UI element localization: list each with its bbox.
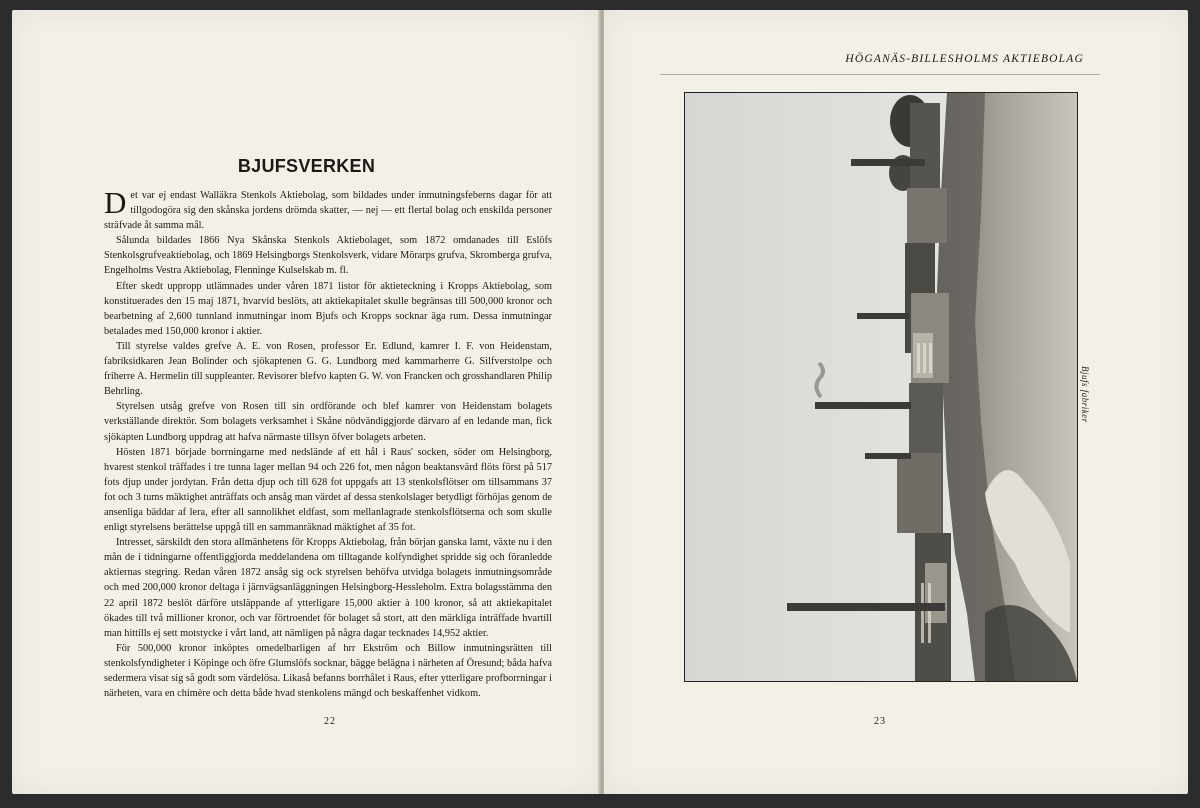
- factory-photograph-illustration: [685, 93, 1077, 681]
- right-page: [604, 10, 1188, 794]
- body-text: [104, 185, 552, 701]
- header-rule: [660, 74, 1100, 75]
- drop-cap: D: [104, 185, 127, 220]
- first-paragraph-text: et var ej endast Walläkra Stenkols Aktiebolag, som bildades under inmutningsfeberns dagar för att tillgodogöra sig den skånska jordens drömda skatter, — nej — ett flertal bolag och enskilda personer sträfvade åt samma mål.: [104, 190, 552, 232]
- paragraph: Styrelsen utsåg grefve von Rosen till sin ordförande och blef kamrer von Heidenstam bolagets verkställande direktör. Som bolagets verksamhet i Skåne nödvändiggjorde därvaro af en ledande man, fick sjökapten Lundborg uppdrag att hafva närmaste tillsyn öfver bolagets arbeten.: [104, 401, 552, 443]
- page-number-right: 23: [874, 716, 886, 727]
- photo-caption: Bjufs fabriker: [1080, 366, 1090, 423]
- paragraph: Efter skedt uppropp utlämnades under våren 1871 listor för aktieteckning i Kropps Aktiebolag, som konstituerades den 15 maj 1871, hvarvid beslöts, att aktiekapitalet skulle begränsas till 500,000 kronor och bearbetning af 2,600 tunnland inmutningar inom Bjufs och Kropps socknar äga rum. Dessa inmutningar betalades med 150,000 kronor i aktier.: [104, 280, 552, 337]
- factory-photograph: [684, 92, 1078, 682]
- paragraph: Intresset, särskildt den stora allmänhetens för Kropps Aktiebolag, från början ganska lamt, växte nu i den mån de i tidningarne offentliggjorda meddelandena om tilltagande kolfyndighet spridde sig och föranledde aktiernas stegring. Redan våren 1872 ansåg sig ock styrelsen behöfva utvidga bolagets inmutningsområde och med 200,000 kronor deltaga i järnvägsanläggningen Helsingborg-Hessleholm. Extra bolagsstämma den 22 april 1872 beslöt därföre utsläppande af ytterligare 15,000 aktier à 100 kronor, så att aktiekapitalet ökades till två millioner kronor, och var förtroendet för bolaget så stort, att den märkliga inträffade hvartill man hittills ej sett motstycke i vårt land, att nämligen på några dagar tecknades 14,952 aktier.: [104, 537, 552, 639]
- paragraph: Till styrelse valdes grefve A. E. von Rosen, professor Er. Edlund, kamrer I. F. von Heidenstam, fabriksidkaren Jean Bolinder och sjökaptenen G. G. Lundborg med kammarherre G. Silfverstolpe och friherre A. Hermelin till suppleanter. Revisorer blefvo kapten G. W. von Francken och grosshandlaren Philip Behrling.: [104, 340, 552, 398]
- first-paragraph: [104, 185, 552, 233]
- paragraph: För 500,000 kronor inköptes omedelbarligen af hrr Ekström och Billow inmutningsrätten till stenkolsfyndigheter i Köpinge och öfre Glumslöfs socknar, bägge belägna i närheten af Öresund; båda hafva sedermera visat sig så godt som värdelösa. Likaså befanns borrhålet i Raus, efter ytterligare profborrningar i närheten, vara en chimère och detta både hvad stenkolens mängd och beskaffenhet vidkom.: [104, 642, 552, 700]
- paragraph: Sålunda bildades 1866 Nya Skånska Stenkols Aktiebolaget, som 1872 omdanades till Eslöfs Stenkolsgrufveaktiebolag, och 1869 Helsingborgs Stenkolsverk, vidare Mörarps grufva, Skromberga grufva, Engelholms Vestra Aktiebolag, Flenninge Kulselskab m. fl.: [104, 235, 552, 277]
- page-number-left: 22: [324, 716, 336, 727]
- paragraph: Hösten 1871 började borrningarne med nedslände af ett hål i Raus' socken, söder om Helsingborg, hvarest stenkol träffades i tre tunna lager mellan 94 och 226 fot, men någon beaktansvärd flöts först på 517 fots djup under jordytan. Från detta djup och till 628 fot uppgafs att 13 stenkolsflötser om tillsammans 37 fot och 3 tums mäktighet anträffats och ansåg man värdet af dessa stenkolslager betydligt förhöjas genom de ansenliga bäddar af lera, efter all sannolikhet eldfast, som mellanlagrade stenkolsflötserna och som skulle enligt styrelsens berättelse uppgå till en sammanräknad mäktighet af 35 fot.: [104, 446, 552, 534]
- page-title: BJUFSVERKEN: [237, 156, 376, 176]
- left-page: [12, 10, 601, 794]
- running-head: HÖGANÄS-BILLESHOLMS AKTIEBOLAG: [845, 53, 1084, 65]
